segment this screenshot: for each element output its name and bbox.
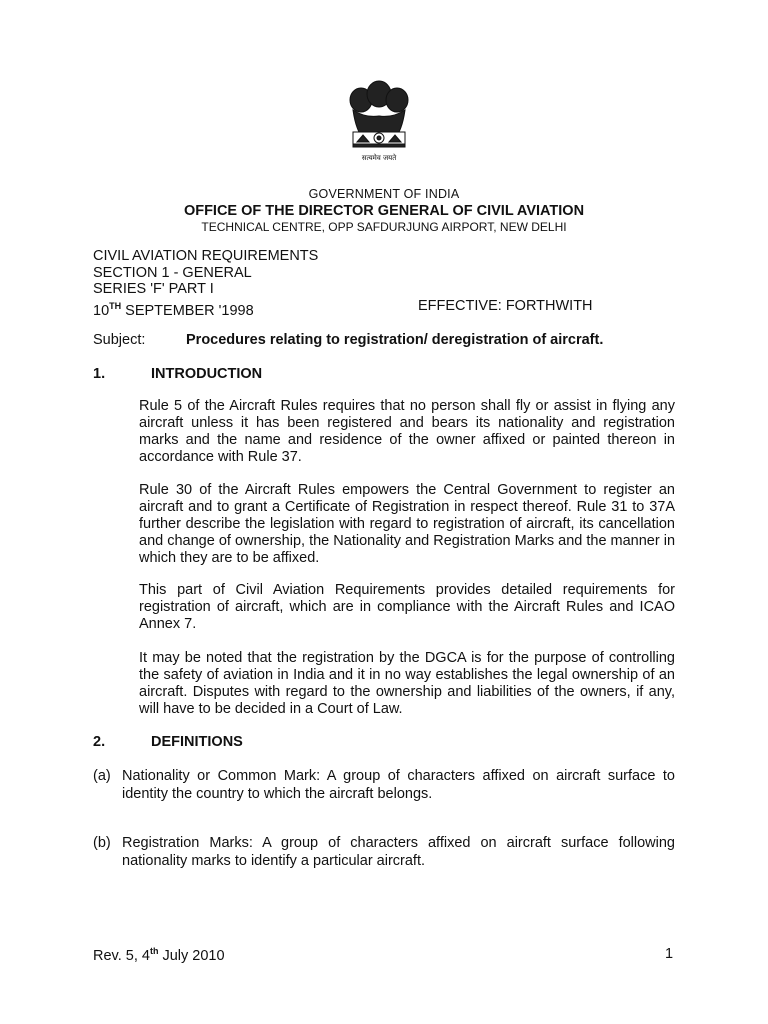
revision-sup: th xyxy=(149,946,159,956)
subject-label: Subject: xyxy=(93,332,146,348)
revision-note xyxy=(93,946,225,964)
revision-suffix: July 2010 xyxy=(158,947,225,964)
section-1-heading xyxy=(93,366,262,382)
revision-prefix: Rev. 5, 4 xyxy=(93,947,150,964)
intro-paragraph-2: Rule 30 of the Aircraft Rules empowers the Central Government to register an aircraft and to grant a Certificate of Registration in respect thereof. Rule 31 to 37A further describe the legislation with regard to registration of aircraft, its cancellation and change of ownership, the Nationality and Registration Marks and the manner in which they are to be affixed. xyxy=(139,482,676,566)
intro-paragraph-4: It may be noted that the registration by the DGCA is for the purpose of controlling the safety of aviation in India and it in no way establishes the legal ownership of an aircraft. Disputes with regard to the ownership and liabilities of the owners, if any, will have to be decided in a Court of Law. xyxy=(139,650,675,717)
definition-a-label: (a) xyxy=(93,768,111,784)
section-2-heading xyxy=(93,734,243,750)
section-1-number: 1. xyxy=(93,366,106,382)
subject-text: Procedures relating to registration/ deregistration of aircraft. xyxy=(186,332,604,348)
section-1-title: INTRODUCTION xyxy=(151,366,263,382)
national-emblem-icon xyxy=(343,80,415,172)
issue-date xyxy=(93,298,254,320)
page-number: 1 xyxy=(665,946,674,962)
section-2-number: 2. xyxy=(93,734,106,750)
subject-line xyxy=(93,332,603,348)
definition-b-label: (b) xyxy=(93,835,111,851)
issue-date-rest: SEPTEMBER '1998 xyxy=(121,302,254,319)
issue-date-sup: TH xyxy=(109,301,122,311)
definition-b-text: Registration Marks: A group of characters affixed on aircraft surface following nationality marks to identify a particular aircraft. xyxy=(122,835,675,869)
government-heading: GOVERNMENT OF INDIA xyxy=(308,187,460,201)
emblem-motto: सत्यमेव जयते xyxy=(361,154,397,162)
intro-paragraph-1: Rule 5 of the Aircraft Rules requires that no person shall fly or assist in flying any aircraft unless it has been registered and bears its nationality and registration marks and the name and residence of the owner affixed or painted thereon in accordance with Rule 37. xyxy=(139,398,675,465)
office-heading: OFFICE OF THE DIRECTOR GENERAL OF CIVIL AVIATION xyxy=(183,203,585,219)
section-2-title: DEFINITIONS xyxy=(151,734,243,750)
issue-date-day: 10 xyxy=(93,302,110,319)
intro-paragraph-3: This part of Civil Aviation Requirements provides detailed requirements for registration of aircraft, which are in compliance with the Aircraft Rules and ICAO Annex 7. xyxy=(139,582,675,632)
address-heading: TECHNICAL CENTRE, OPP SAFDURJUNG AIRPORT, NEW DELHI xyxy=(201,220,567,234)
meta-line-2: SECTION 1 - GENERAL xyxy=(93,265,252,281)
definition-a-text: Nationality or Common Mark: A group of characters affixed on aircraft surface to identity the country to which the aircraft belongs. xyxy=(122,768,675,802)
meta-line-1: CIVIL AVIATION REQUIREMENTS xyxy=(93,248,319,264)
effective-date: EFFECTIVE: FORTHWITH xyxy=(418,298,593,314)
meta-line-3: SERIES 'F' PART I xyxy=(93,281,214,297)
